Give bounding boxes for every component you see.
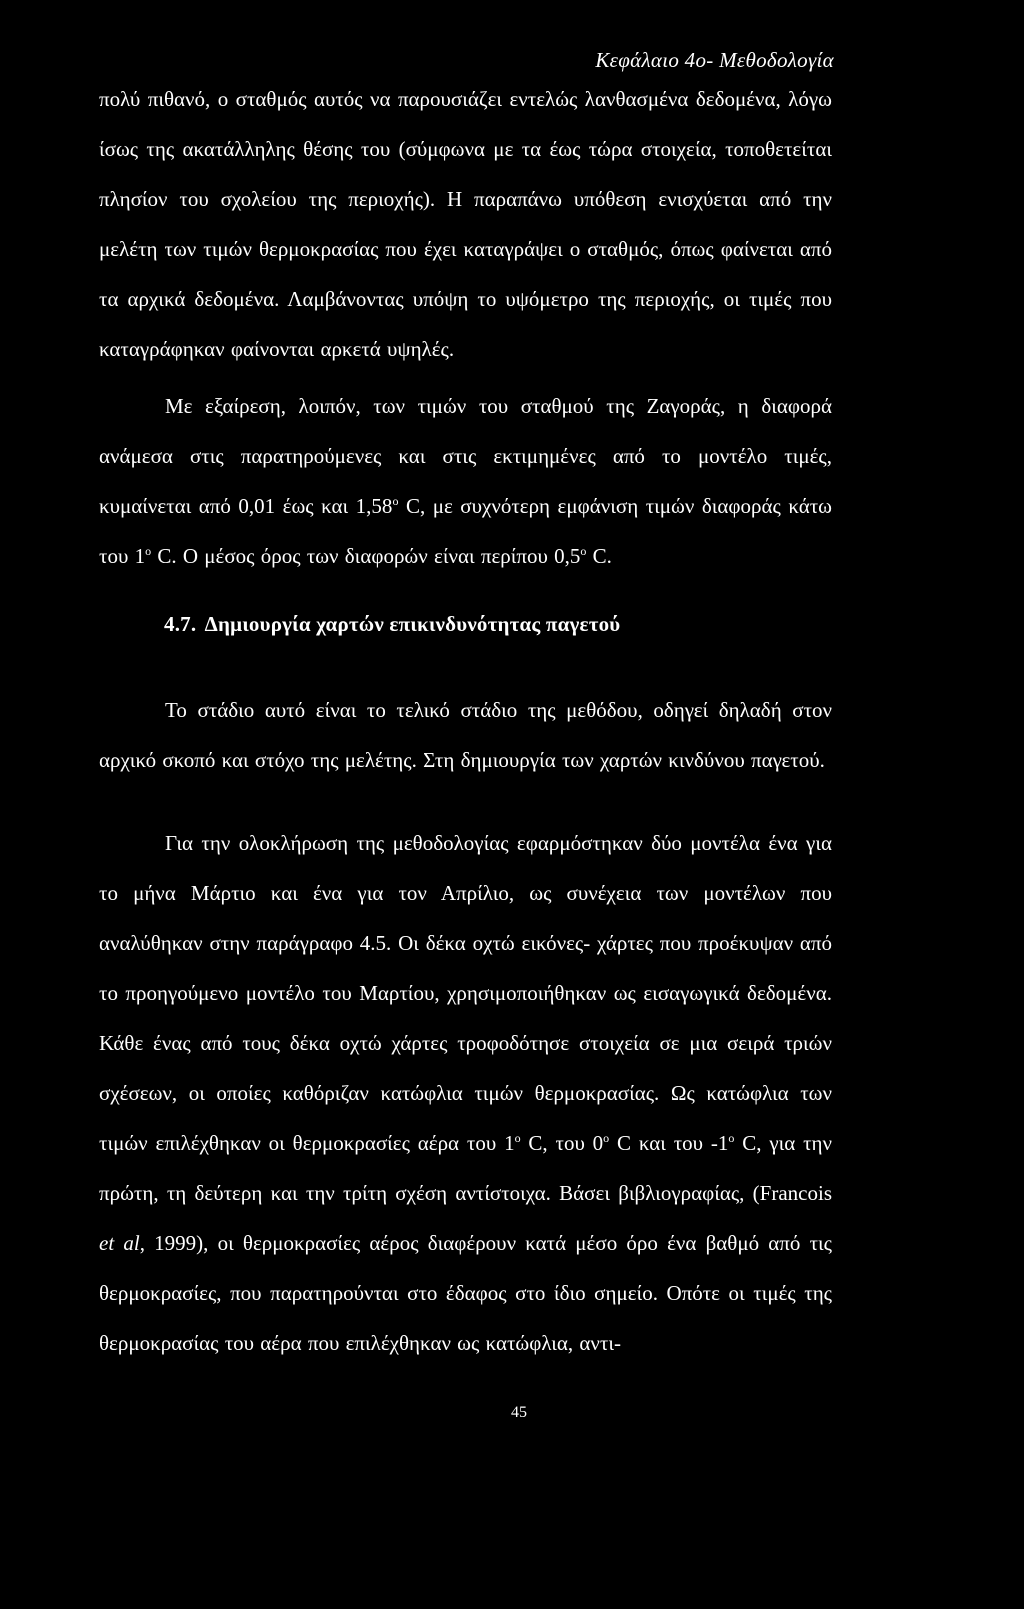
- paragraph-text: πολύ πιθανό, ο σταθμός αυτός να παρουσιάζει εντελώς λανθασμένα δεδομένα, λόγω ίσως της ακατάλληλης θέσης του (σύμφωνα με τα έως τώρα στοιχεία, τοποθετείται πλησίον του σχολείου της περιοχής). Η παραπάνω υπόθεση ενισχύεται από την μελέτη των τιμών θερμοκρασίας που έχει καταγράψει ο σταθμός, όπως φαίνεται από τα αρχικά δεδομένα. Λαμβάνοντας υπόψη το υψόμετρο της περιοχής, οι τιμές που καταγράφηκαν φαίνονται αρκετά υψηλές.: [99, 87, 832, 361]
- section-heading: [164, 612, 620, 637]
- text-run: C, με συχνότερη εμφάνιση τιμών διαφοράς κάτω του 1: [99, 494, 832, 568]
- section-number: 4.7.: [164, 612, 197, 636]
- paragraph-differences: [99, 381, 832, 581]
- section-title: Δημιουργία χαρτών επικινδυνότητας παγετού: [204, 612, 621, 636]
- degree-sign: ο: [145, 544, 152, 558]
- text-run: C, του 0: [520, 1131, 604, 1155]
- running-header: Κεφάλαιο 4ο- Μεθοδολογία: [595, 48, 834, 72]
- paragraph-continuation: [99, 74, 832, 374]
- degree-sign: ο: [603, 1131, 610, 1145]
- degree-sign: ο: [728, 1131, 735, 1145]
- paragraph-methodology: [99, 818, 832, 1368]
- degree-sign: ο: [514, 1131, 521, 1145]
- paragraph-stage: [99, 685, 832, 785]
- text-run: C.: [586, 544, 612, 568]
- citation-et-al: et al: [99, 1231, 140, 1255]
- text-run: Για την ολοκλήρωση της μεθοδολογίας εφαρμόστηκαν δύο μοντέλα ένα για το μήνα Μάρτιο και ένα για τον Απρίλιο, ως συνέχεια των μοντέλων που αναλύθηκαν στην παράγραφο 4.5. Οι δέκα οχτώ εικόνες- χάρτες που προέκυψαν από το προηγούμενο μοντέλο του Μαρτίου, χρησιμοποιήθηκαν ως εισαγωγικά δεδομένα. Κάθε ένας από τους δέκα οχτώ χάρτες τροφοδότησε στοιχεία σε μια σειρά τριών σχέσεων, οι οποίες καθόριζαν κατώφλια τιμών θερμοκρασίας. Ως κατώφλια των τιμών επιλέχθηκαν οι θερμοκρασίες αέρα του 1: [99, 831, 832, 1155]
- text-run: C. Ο μέσος όρος των διαφορών είναι περίπου 0,5: [151, 544, 581, 568]
- text-run: C και του -1: [609, 1131, 729, 1155]
- paragraph-text: Το στάδιο αυτό είναι το τελικό στάδιο της μεθόδου, οδηγεί δηλαδή στον αρχικό σκοπό και στόχο της μελέτης. Στη δημιουργία των χαρτών κινδύνου παγετού.: [99, 698, 832, 772]
- page-number: 45: [511, 1404, 527, 1421]
- paragraph-text: [99, 381, 832, 581]
- text-run: , 1999), οι θερμοκρασίες αέρος διαφέρουν κατά μέσο όρο ένα βαθμό από τις θερμοκρασίες, που παρατηρούνται στο έδαφος στο ίδιο σημείο. Οπότε οι τιμές της θερμοκρασίας του αέρα που επιλέχθηκαν ως κατώφλια, αντι-: [99, 1231, 832, 1355]
- degree-sign: ο: [392, 494, 399, 508]
- paragraph-text: [99, 818, 832, 1368]
- text-run: C, για την πρώτη, τη δεύτερη και την τρίτη σχέση αντίστοιχα. Βάσει βιβλιογραφίας, (Francois: [99, 1131, 832, 1205]
- degree-sign: ο: [580, 544, 587, 558]
- text-run: Με εξαίρεση, λοιπόν, των τιμών του σταθμού της Ζαγοράς, η διαφορά ανάμεσα στις παρατηρούμενες και στις εκτιμημένες από το μοντέλο τιμές, κυμαίνεται από 0,01 έως και 1,58: [99, 394, 832, 518]
